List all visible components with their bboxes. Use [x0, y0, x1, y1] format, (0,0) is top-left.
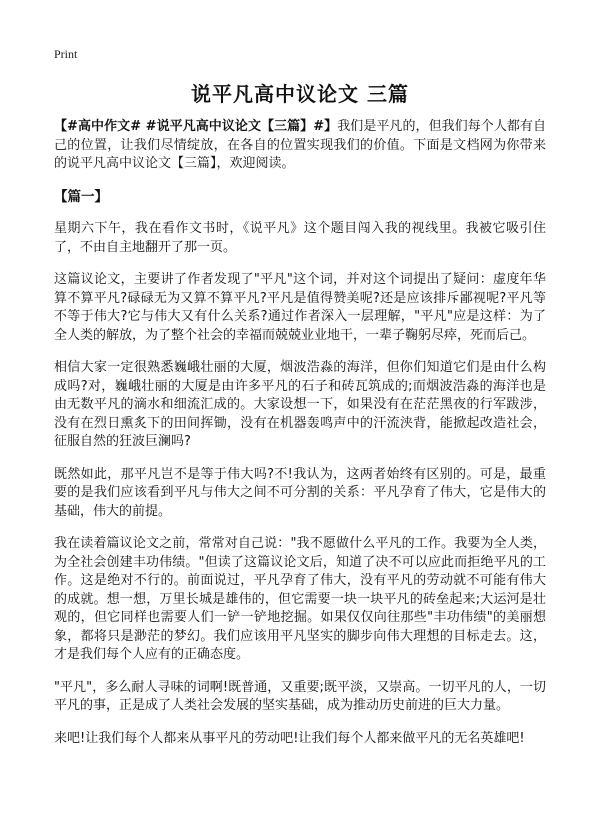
print-label: Print	[54, 47, 78, 61]
document-body	[54, 118, 546, 762]
body-paragraph-5: 我在读着篇议论文之前，常常对自己说："我不愿做什么平凡的工作。我要为全人类，为全社会创建丰功伟绩。"但读了这篇议论文后，知道了决不可以应此而拒绝平凡的工作。这是绝对不行的。前面说过，平凡孕育了伟大，没有平凡的劳动就不可能有伟大的成就。想一想，万里长城是雄伟的，但它需要一块一块平凡的砖垒起来;大运河是壮观的，但它同样也需要人们一铲一铲地挖掘。如果仅仅向往那些"丰功伟绩"的美丽想象，都将只是渺茫的梦幻。我们应该用平凡坚实的脚步向伟大理想的目标走去。这，才是我们每个人应有的正确态度。	[54, 536, 546, 662]
body-paragraph-4: 既然如此，那平凡岂不是等于伟大吗?不!我认为，这两者始终有区别的。可是，最重要的是我们应该看到平凡与伟大之间不可分割的关系：平凡孕育了伟大，它是伟大的基础，伟大的前提。	[54, 466, 546, 519]
body-paragraph-6: "平凡"，多么耐人寻味的词啊!既普通，又重要;既平淡，又崇高。一切平凡的人，一切平凡的事，正是成了人类社会发展的坚实基础，成为推动历史前进的巨大力量。	[54, 679, 546, 713]
body-paragraph-1: 星期六下午，我在看作文书时，《说平凡》这个题目闯入我的视线里。我被它吸引住了，不由自主地翻开了那一页。	[54, 221, 546, 255]
body-paragraph-2: 这篇议论文，主要讲了作者发现了"平凡"这个词，并对这个词提出了疑问：虚度年华算不算平凡?碌碌无为又算不算平凡?平凡是值得赞美呢?还是应该排斥鄙视呢?平凡等不等于伟大?它与伟大又有什么关系?通过作者深入一层理解，"平凡"应是这样：为了全人类的解放，为了整个社会的幸福而兢兢业业地干，一辈子鞠躬尽瘁，死而后己。	[54, 272, 546, 343]
body-paragraph-7: 来吧!让我们每个人都来从事平凡的劳动吧!让我们每个人都来做平凡的无名英雄吧!	[54, 730, 525, 746]
intro-paragraph	[54, 118, 546, 174]
body-paragraph-3: 相信大家一定很熟悉巍峨壮丽的大厦，烟波浩淼的海洋，但你们知道它们是由什么构成吗?对，巍峨壮丽的大厦是由许多平凡的石子和砖瓦筑成的;而烟波浩淼的海洋也是由无数平凡的滴水和细流汇成的。大家设想一下，如果没有在茫茫黑夜的行军跋涉，没有在烈日熏炙下的田间挥锄，没有在机器轰鸣声中的汗流浃背，能掀起改造社会，征服自然的狂波巨澜吗?	[54, 360, 546, 449]
section-heading: 【篇一】	[54, 188, 108, 205]
intro-text: 我们是平凡的，但我们每个人都有自己的位置，让我们尽情绽放，在各自的位置实现我们的价值。下面是文档网为你带来的说平凡高中议论文【三篇】，欢迎阅读。	[54, 119, 546, 171]
intro-tag: 【#高中作文# #说平凡高中议论文【三篇】#】	[54, 119, 338, 134]
document-title: 说平凡高中议论文 三篇	[191, 82, 409, 106]
